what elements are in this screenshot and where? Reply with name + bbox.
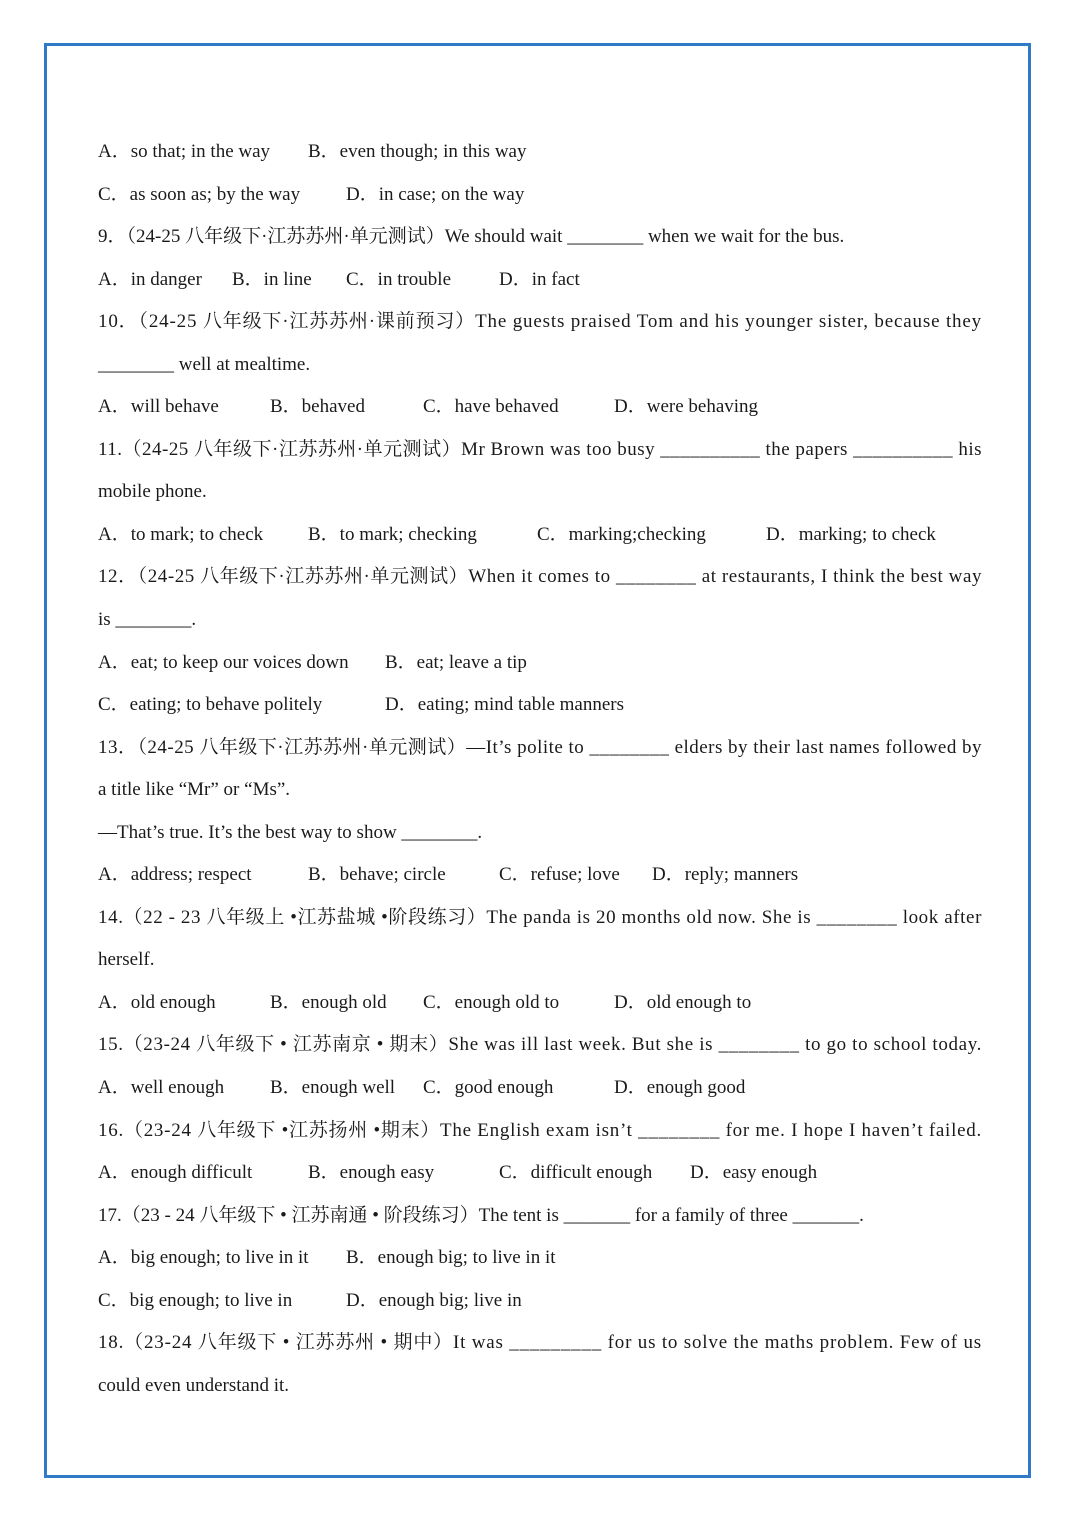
- option: D．were behaving: [614, 396, 759, 418]
- options-line: [98, 386, 982, 429]
- options-line: [98, 684, 982, 727]
- option: D．easy enough: [690, 1162, 818, 1184]
- option: C．as soon as; by the way: [98, 183, 301, 205]
- option: B．eat; leave a tip: [385, 651, 527, 673]
- option: B．enough well: [270, 1077, 396, 1099]
- option: A．address; respect: [98, 864, 252, 886]
- question-15: [98, 1024, 982, 1067]
- question-10-continued: [98, 344, 982, 387]
- question-text: 16.（23-24 八年级下 •江苏扬州 •期末）The English exam isn’t ________ for me. I hope I haven’t failed.: [98, 1119, 982, 1141]
- question-17: [98, 1195, 982, 1238]
- options-line: [98, 982, 982, 1025]
- option: D．eating; mind table manners: [385, 694, 625, 716]
- question-text: 9．（24-25 八年级下·江苏苏州·单元测试）We should wait ________ when we wait for the bus.: [98, 226, 845, 248]
- question-text: 13．（24-25 八年级下·江苏苏州·单元测试）—It’s polite to ________ elders by their last names followed by: [98, 736, 982, 758]
- question-text: 17.（23 - 24 八年级下 • 江苏南通 • 阶段练习）The tent is _______ for a family of three _______.: [98, 1204, 864, 1226]
- question-13: [98, 727, 982, 770]
- question-text: is ________.: [98, 609, 197, 631]
- options-line: [98, 1237, 982, 1280]
- question-11: [98, 429, 982, 472]
- question-11-continued: [98, 471, 982, 514]
- question-text: 14.（22 - 23 八年级上 •江苏盐城 •阶段练习）The panda is 20 months old now. She is ________ look after: [98, 906, 982, 928]
- options-line: [98, 174, 982, 217]
- question-text: 11.（24-25 八年级下·江苏苏州·单元测试）Mr Brown was too busy __________ the papers __________ his: [98, 438, 982, 460]
- options-line: [98, 1152, 982, 1195]
- question-text: 10．（24-25 八年级下·江苏苏州·课前预习）The guests praised Tom and his younger sister, because they: [98, 311, 982, 333]
- question-16: [98, 1110, 982, 1153]
- question-text: mobile phone.: [98, 481, 207, 503]
- question-text: ________ well at mealtime.: [98, 353, 311, 375]
- option: B．to mark; checking: [308, 523, 477, 545]
- option: D．marking; to check: [766, 523, 936, 545]
- option: A．in danger: [98, 268, 202, 290]
- question-12: [98, 556, 982, 599]
- option: C．good enough: [423, 1077, 554, 1099]
- option: B．in line: [232, 268, 312, 290]
- question-text: could even understand it.: [98, 1374, 290, 1396]
- option: B．behave; circle: [308, 864, 446, 886]
- option: D．in case; on the way: [346, 183, 525, 205]
- option: D．old enough to: [614, 991, 752, 1013]
- option: C．have behaved: [423, 396, 559, 418]
- question-text: a title like “Mr” or “Ms”.: [98, 779, 291, 801]
- question-13-response: [98, 812, 982, 855]
- question-text: herself.: [98, 949, 155, 971]
- exercise-content: [98, 131, 982, 1407]
- option: C．big enough; to live in: [98, 1289, 293, 1311]
- question-9: [98, 216, 982, 259]
- question-13-continued: [98, 769, 982, 812]
- option: A．to mark; to check: [98, 523, 264, 545]
- option: D．enough good: [614, 1077, 746, 1099]
- option: D．in fact: [499, 268, 580, 290]
- question-10: [98, 301, 982, 344]
- option: D．enough big; live in: [346, 1289, 522, 1311]
- options-line: [98, 642, 982, 685]
- option: C．enough old to: [423, 991, 560, 1013]
- question-text: 18.（23-24 八年级下 • 江苏苏州 • 期中）It was _________ for us to solve the maths problem. Few of us: [98, 1332, 982, 1354]
- option: B．behaved: [270, 396, 365, 418]
- option: A．eat; to keep our voices down: [98, 651, 349, 673]
- question-12-continued: [98, 599, 982, 642]
- option: C．refuse; love: [499, 864, 620, 886]
- question-text: 12．（24-25 八年级下·江苏苏州·单元测试）When it comes to ________ at restaurants, I think the best way: [98, 566, 982, 588]
- option: C．eating; to behave politely: [98, 694, 323, 716]
- option: A．so that; in the way: [98, 141, 271, 162]
- option: A．old enough: [98, 991, 216, 1013]
- question-18: [98, 1322, 982, 1365]
- option: D．reply; manners: [652, 864, 799, 886]
- question-text: —That’s true. It’s the best way to show ________.: [98, 821, 483, 843]
- option: A．well enough: [98, 1077, 225, 1099]
- options-line: [98, 131, 982, 174]
- options-line: [98, 854, 982, 897]
- options-line: [98, 514, 982, 557]
- option: C．marking;checking: [537, 523, 706, 545]
- question-18-continued: [98, 1365, 982, 1408]
- question-text: 15.（23-24 八年级下 • 江苏南京 • 期末）She was ill last week. But she is ________ to go to school today.: [98, 1034, 982, 1056]
- option: B．enough old: [270, 991, 387, 1013]
- option: C．in trouble: [346, 268, 452, 290]
- options-line: [98, 1280, 982, 1323]
- option: B．enough big; to live in it: [346, 1247, 556, 1269]
- options-line: [98, 259, 982, 302]
- option: A．big enough; to live in it: [98, 1247, 309, 1269]
- option: B．even though; in this way: [308, 141, 527, 162]
- question-14-continued: [98, 939, 982, 982]
- option: A．will behave: [98, 396, 219, 418]
- question-14: [98, 897, 982, 940]
- option: A．enough difficult: [98, 1162, 253, 1184]
- option: C．difficult enough: [499, 1162, 653, 1184]
- option: B．enough easy: [308, 1162, 435, 1184]
- options-line: [98, 1067, 982, 1110]
